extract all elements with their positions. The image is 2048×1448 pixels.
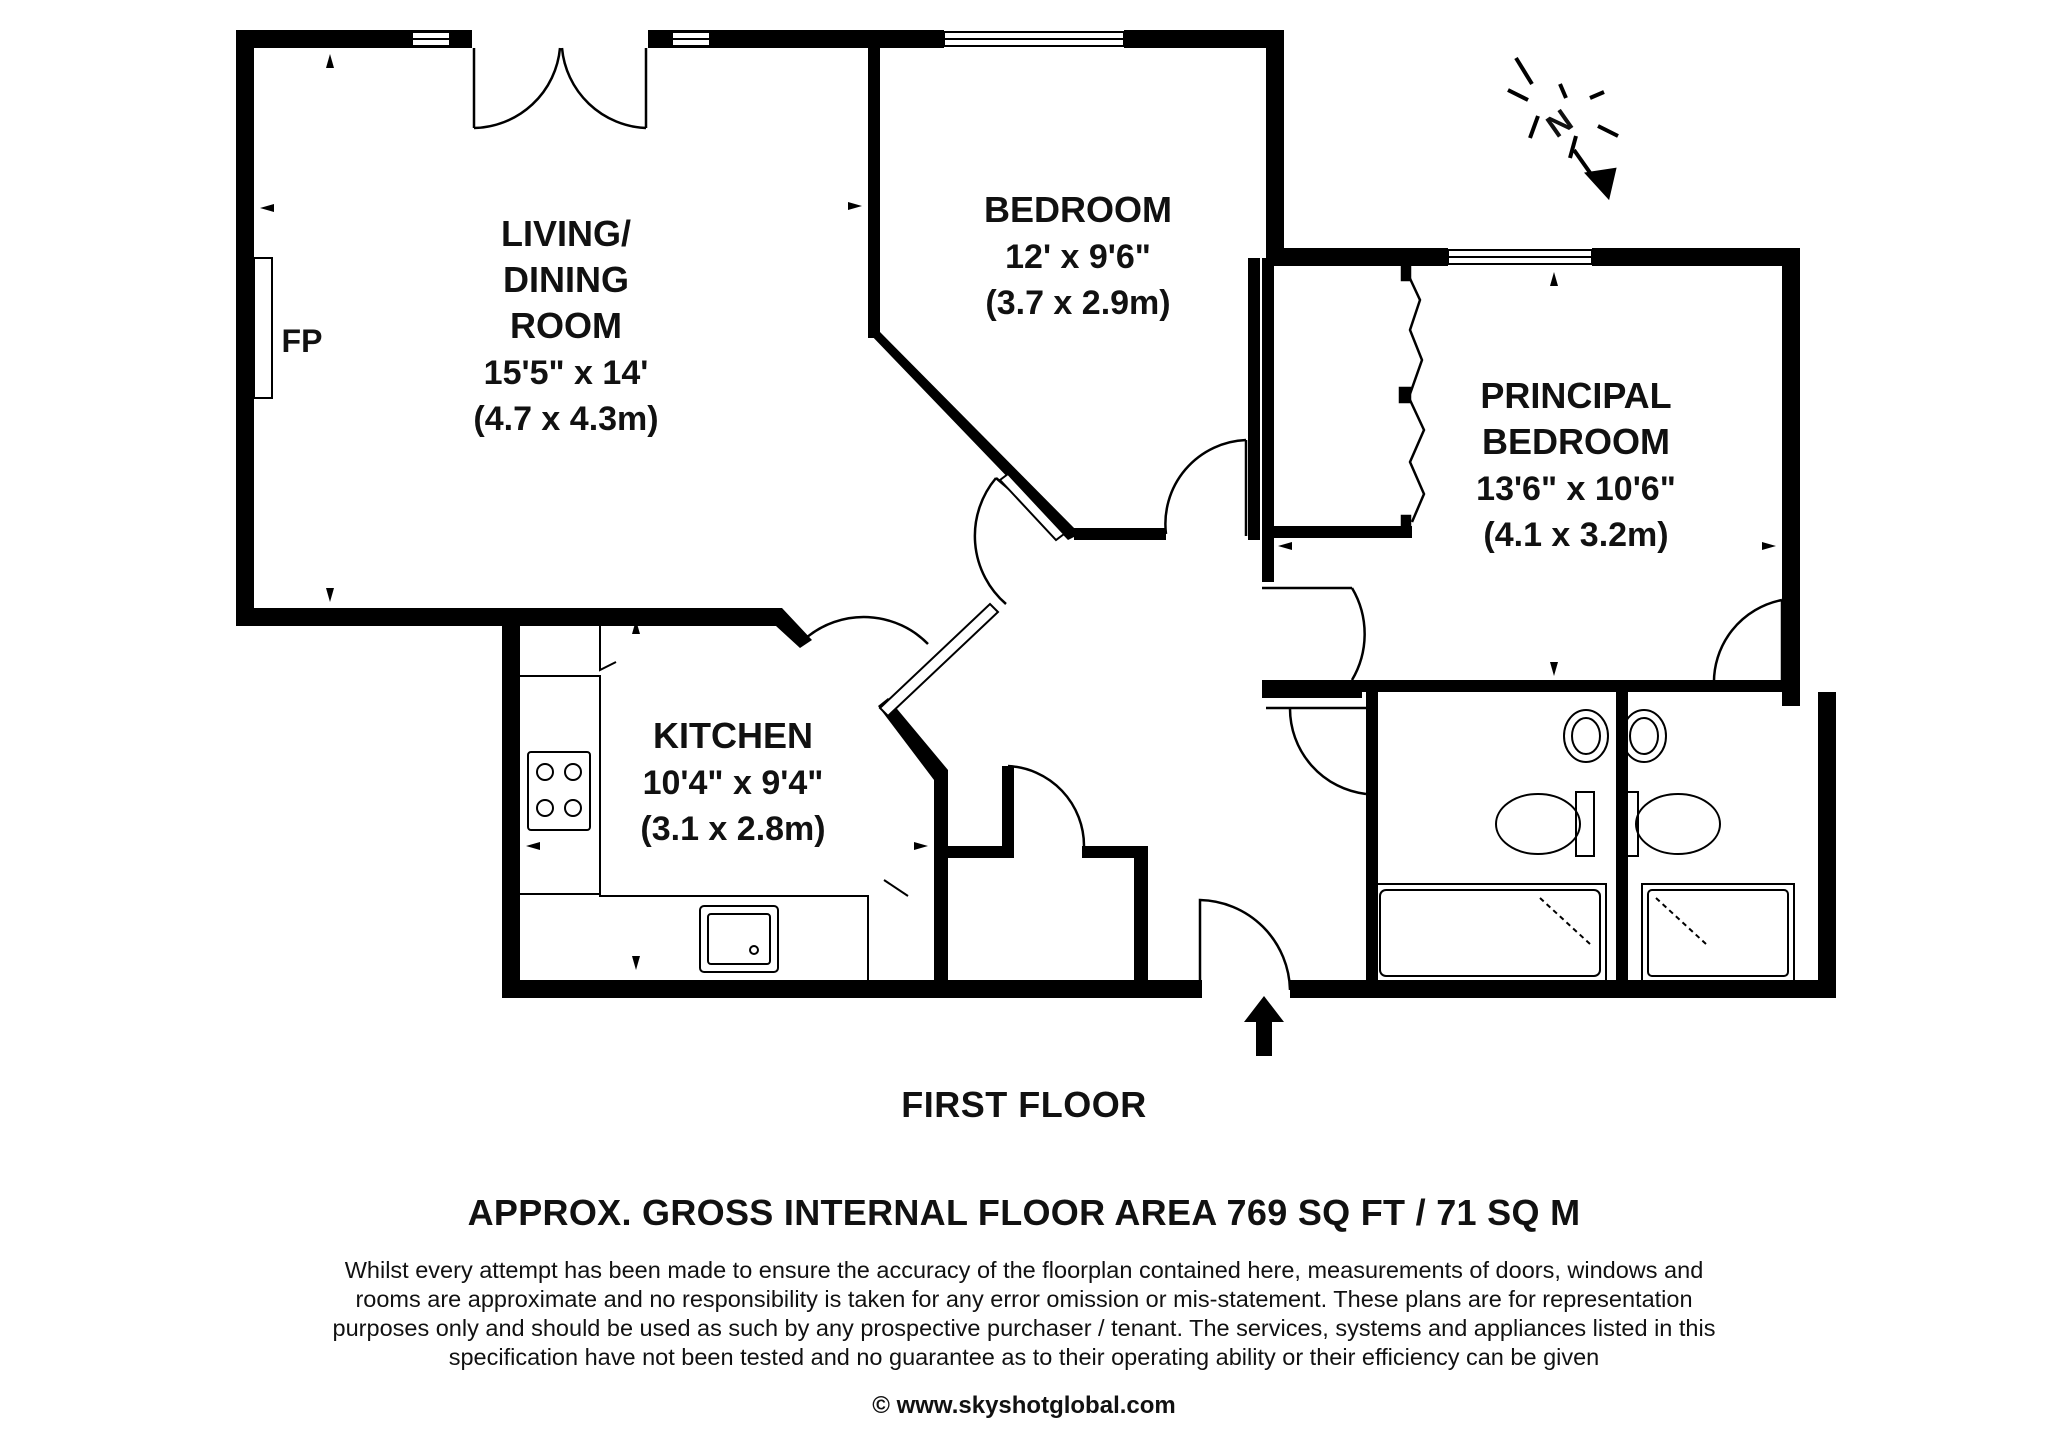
room-kitchen-imperial: 10'4" x 9'4" — [642, 764, 824, 802]
wall-kitchen-north-diag — [520, 608, 812, 648]
room-living-name-1: LIVING/ — [500, 213, 632, 254]
wall-kitchen-west — [502, 616, 520, 996]
kitchen-fittings — [520, 626, 908, 980]
wall-living-south — [236, 608, 528, 626]
room-principal-name-2: BEDROOM — [1482, 421, 1670, 462]
copyright: © www.skyshotglobal.com — [872, 1392, 1176, 1419]
wardrobe — [1400, 266, 1424, 530]
room-bedroom-imperial: 12' x 9'6" — [1005, 238, 1151, 276]
room-living-name-2: DINING — [503, 259, 629, 300]
wall-principal-north-1 — [1266, 248, 1448, 266]
room-living-name-3: ROOM — [510, 305, 622, 346]
fireplace — [254, 258, 272, 398]
room-kitchen-metric: (3.1 x 2.8m) — [640, 810, 826, 848]
wall-principal-east — [1782, 248, 1800, 696]
room-principal-label — [1476, 375, 1676, 554]
disclaimer-line: purposes only and should be used as such by any prospective purchaser / tenant. The services, systems and appliances listed in this — [332, 1315, 1716, 1341]
disclaimer-line: Whilst every attempt has been made to ensure the accuracy of the floorplan contained here, measurements of doors, windows and — [344, 1257, 1704, 1283]
shower-tray — [1642, 884, 1794, 982]
wc-2 — [1636, 794, 1720, 854]
compass-label: N — [1539, 101, 1580, 145]
door-entrance — [1200, 900, 1290, 990]
door-cupboard — [1008, 766, 1084, 846]
door-french-right — [562, 48, 646, 128]
bath — [1374, 884, 1606, 982]
room-living-label — [473, 213, 658, 438]
room-bedroom-name: BEDROOM — [984, 189, 1172, 230]
door-french-left — [474, 48, 560, 128]
wall-diagonal — [868, 332, 1080, 540]
room-bedroom-metric: (3.7 x 2.9m) — [985, 284, 1171, 322]
wall-wardrobe-south — [1262, 526, 1412, 538]
sliding-door — [880, 474, 1064, 716]
wall-cupboard-vertical — [1002, 766, 1014, 858]
wc-1 — [1496, 794, 1580, 854]
door-kitchen — [806, 617, 928, 644]
fireplace-label: FP — [281, 323, 323, 359]
room-principal-imperial: 13'6" x 10'6" — [1476, 470, 1676, 508]
wall-bath-east-upper — [1782, 686, 1800, 706]
room-living-imperial: 15'5" x 14' — [483, 354, 649, 392]
hob — [528, 752, 590, 830]
room-bedroom-label — [984, 189, 1172, 322]
room-kitchen-label — [640, 715, 825, 848]
wall-cupboard-east — [1134, 846, 1148, 990]
bathroom-fittings — [1374, 710, 1794, 982]
disclaimer-line: specification have not been tested and no guarantee as to their operating ability or their efficiency can be given — [448, 1344, 1600, 1370]
door-principal — [1262, 588, 1365, 680]
wall-bedroom-north-2 — [1124, 30, 1284, 48]
entrance-arrow — [1244, 996, 1284, 1056]
wall-living-bedroom — [868, 48, 880, 338]
disclaimer-line: rooms are approximate and no responsibility is taken for any error omission or mis-statement. These plans are for representation — [355, 1286, 1693, 1312]
wall-bedroom-east-lower — [1248, 258, 1260, 540]
sink — [700, 906, 778, 972]
north-arrow-icon — [1588, 170, 1614, 196]
wall-bedroom-south — [1074, 528, 1166, 540]
disclaimer — [300, 1256, 1748, 1372]
room-principal-name-1: PRINCIPAL — [1480, 375, 1672, 416]
area-title: APPROX. GROSS INTERNAL FLOOR AREA 769 SQ FT / 71 SQ M — [467, 1192, 1581, 1233]
wall-principal-north-2 — [1592, 248, 1796, 266]
wall-bedroom-east — [1266, 30, 1284, 258]
room-principal-metric: (4.1 x 3.2m) — [1483, 516, 1669, 554]
wall-cupboard-north — [934, 846, 1002, 858]
wall-bedroom-north-1 — [868, 30, 944, 48]
floor-name: FIRST FLOOR — [901, 1084, 1147, 1125]
wall-kitchen-east — [934, 770, 948, 990]
wall-bath-west — [1366, 692, 1378, 992]
wall-bath-east — [1818, 692, 1836, 998]
door-ensuite — [1714, 600, 1782, 686]
wall-bottom-left — [502, 980, 1202, 998]
room-living-metric: (4.7 x 4.3m) — [473, 400, 659, 438]
door-bathroom — [1266, 708, 1366, 794]
wall-living-west — [236, 30, 254, 626]
wall-principal-south-lower — [1262, 686, 1362, 698]
door-bedroom — [1165, 440, 1246, 536]
room-kitchen-name: KITCHEN — [653, 715, 813, 756]
